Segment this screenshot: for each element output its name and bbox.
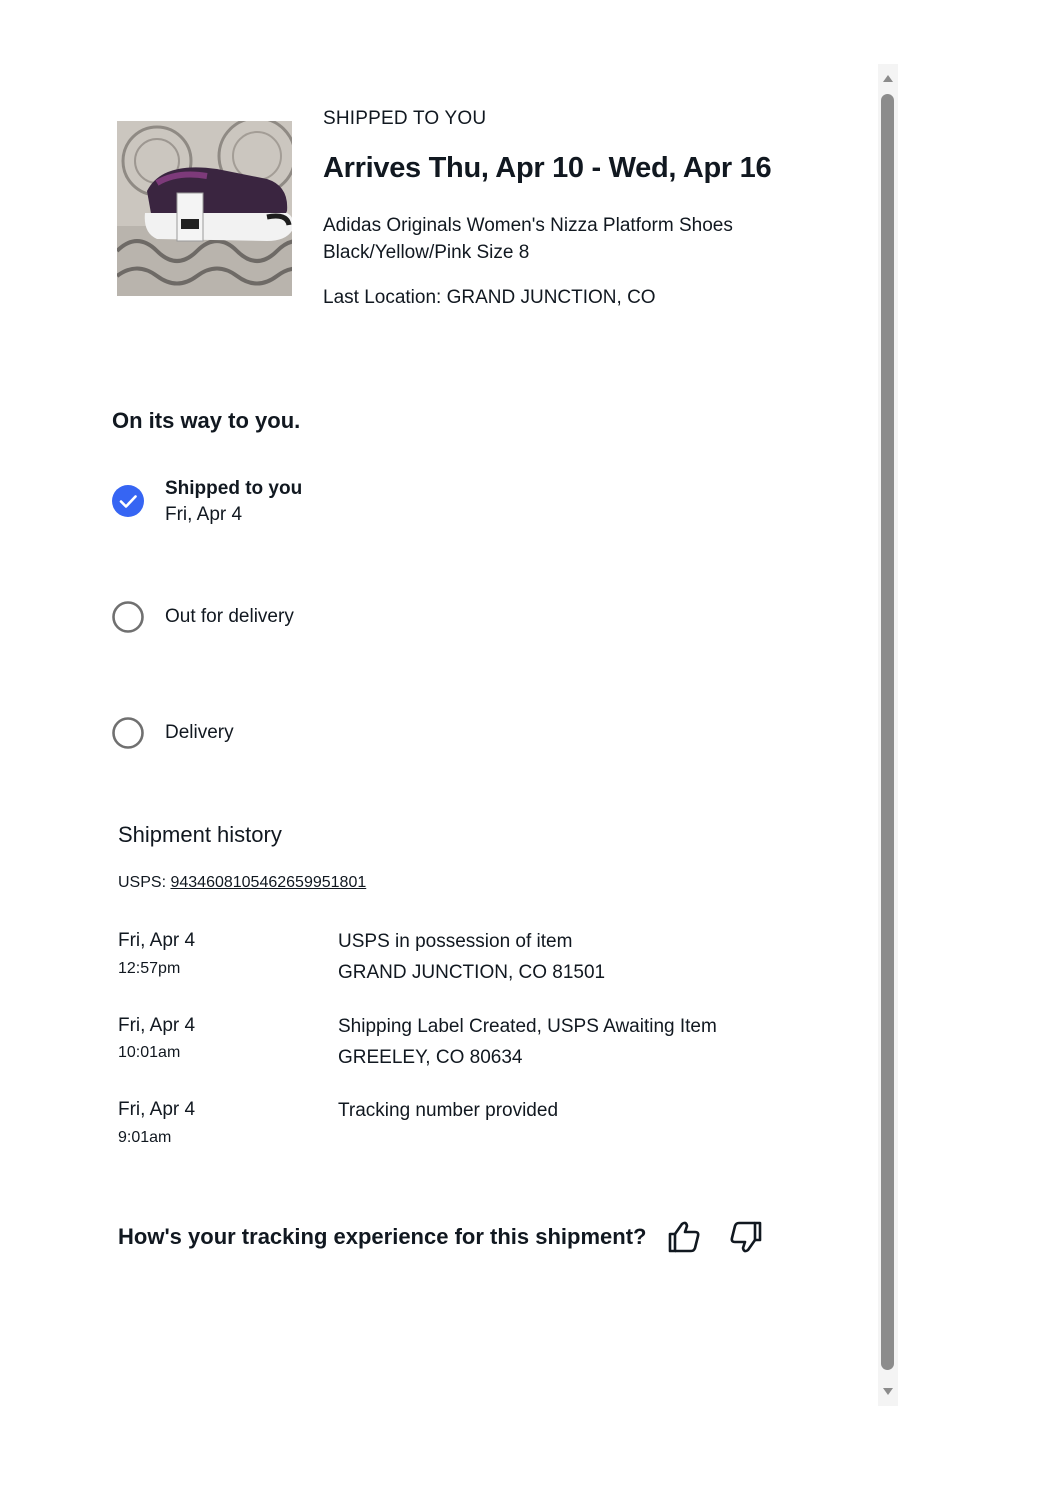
thumbs-up-button[interactable] xyxy=(664,1217,704,1257)
arrival-estimate: Arrives Thu, Apr 10 - Wed, Apr 16 xyxy=(323,152,772,184)
step-shipped-icon xyxy=(112,485,144,522)
thumbs-up-icon xyxy=(664,1217,704,1257)
event-location: GRAND JUNCTION, CO 81501 xyxy=(338,962,606,983)
step-shipped-label: Shipped to you xyxy=(165,478,303,499)
carrier-prefix: USPS: xyxy=(118,874,167,891)
step-delivery-icon xyxy=(112,717,144,754)
item-image[interactable] xyxy=(117,121,292,296)
event-details xyxy=(338,1011,717,1073)
shoe-photo-icon xyxy=(117,121,292,296)
last-location: Last Location: GRAND JUNCTION, CO xyxy=(323,287,656,308)
shipment-status-kicker: SHIPPED TO YOU xyxy=(323,108,487,129)
event-date: Fri, Apr 4 xyxy=(118,1015,196,1036)
feedback-question: How's your tracking experience for this shipment? xyxy=(118,1224,647,1249)
item-title-line-1: Adidas Originals Women's Nizza Platform Shoes xyxy=(323,215,733,236)
event-time: 10:01am xyxy=(118,1044,181,1061)
event-date: Fri, Apr 4 xyxy=(118,1099,196,1120)
empty-circle-icon xyxy=(112,601,144,633)
item-title-line-2: Black/Yellow/Pink Size 8 xyxy=(323,242,530,263)
scroll-up-arrow-icon[interactable] xyxy=(878,71,898,85)
tracking-number-link[interactable]: 9434608105462659951801 xyxy=(170,874,367,891)
thumbs-down-icon xyxy=(726,1217,766,1257)
event-details xyxy=(338,1095,558,1126)
step-out-for-delivery-label: Out for delivery xyxy=(165,606,294,627)
scroll-down-arrow-icon[interactable] xyxy=(878,1385,898,1399)
event-time: 12:57pm xyxy=(118,960,181,977)
shipment-history-heading: Shipment history xyxy=(118,822,282,847)
empty-circle-icon xyxy=(112,717,144,749)
event-time: 9:01am xyxy=(118,1129,172,1146)
step-delivery-label: Delivery xyxy=(165,722,234,743)
item-title[interactable] xyxy=(323,212,793,266)
event-description: Tracking number provided xyxy=(338,1100,559,1121)
event-location: GREELEY, CO 80634 xyxy=(338,1047,523,1068)
step-shipped-date: Fri, Apr 4 xyxy=(165,504,243,525)
check-circle-icon xyxy=(112,485,144,517)
carrier-tracking xyxy=(118,874,366,892)
progress-heading: On its way to you. xyxy=(112,408,301,433)
event-description: USPS in possession of item xyxy=(338,931,573,952)
step-out-for-delivery-icon xyxy=(112,601,144,638)
event-details xyxy=(338,926,605,988)
event-date: Fri, Apr 4 xyxy=(118,930,196,951)
scrollbar-thumb[interactable] xyxy=(881,94,894,1370)
thumbs-down-button[interactable] xyxy=(726,1217,766,1257)
event-description: Shipping Label Created, USPS Awaiting Item xyxy=(338,1016,717,1037)
